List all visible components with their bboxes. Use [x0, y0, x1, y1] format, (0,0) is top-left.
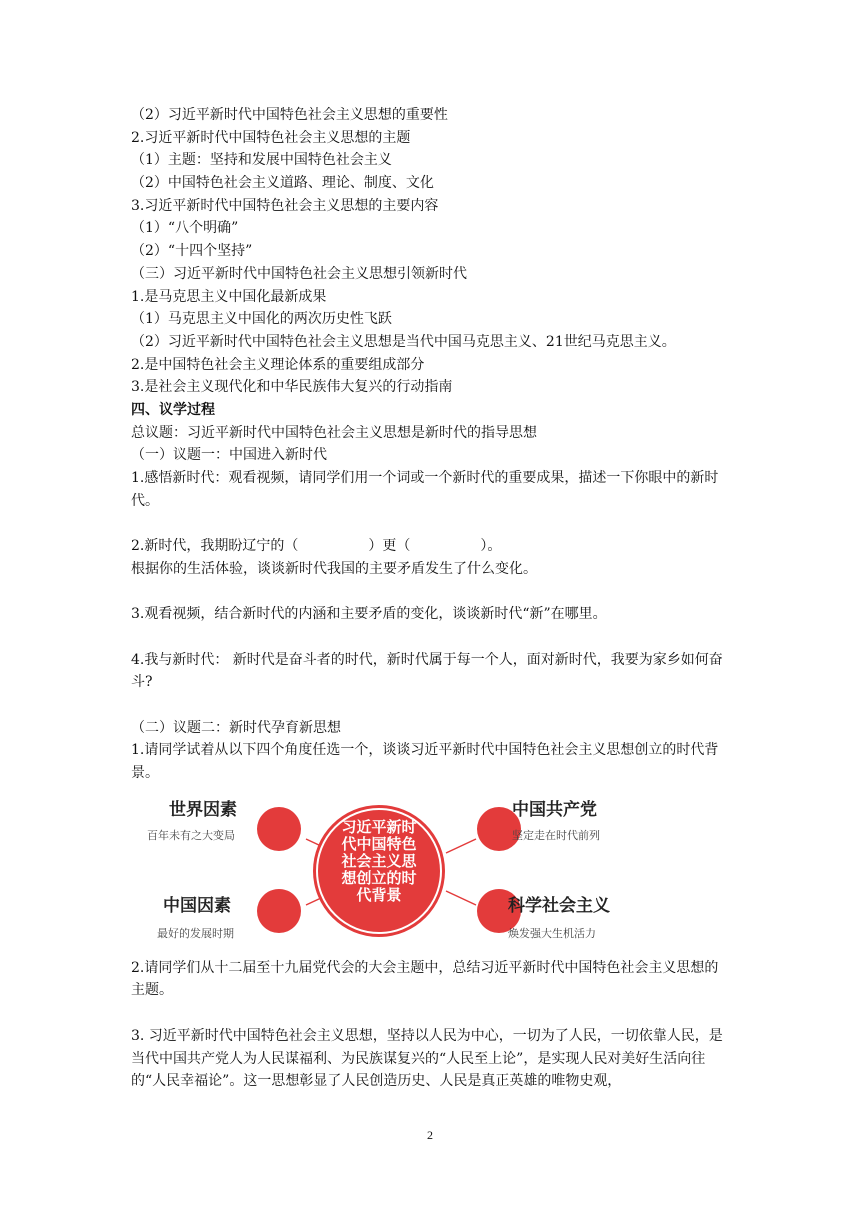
- question-text: 2.请同学们从十二届至十九届党代会的大会主题中，总结习近平新时代中国特色社会主义思想的主题。: [131, 959, 719, 999]
- node-subtitle: 焕发强大生机活力: [508, 926, 596, 940]
- outline-line: 3.习近平新时代中国特色社会主义思想的主要内容: [131, 197, 439, 214]
- section-heading: 四、议学过程: [131, 401, 215, 418]
- outline-line: （2）习近平新时代中国特色社会主义思想的重要性: [131, 107, 448, 123]
- fill-blank-question: 2.新时代，我期盼辽宁的（ ）更（ ）。: [131, 538, 502, 555]
- document-body: [131, 104, 731, 1093]
- outline-line: 1.是马克思主义中国化最新成果: [131, 288, 327, 305]
- outline-line: （2）习近平新时代中国特色社会主义思想是当代中国马克思主义、21世纪马克思主义。: [131, 333, 676, 350]
- outline-line: 2.是中国特色社会主义理论体系的重要组成部分: [131, 356, 425, 373]
- node-title: 中国因素: [163, 895, 231, 916]
- topic-heading: （二）议题二：新时代孕育新思想: [131, 719, 341, 736]
- outline-line: （2）“十四个坚持”: [131, 243, 253, 260]
- connector-line: [446, 839, 476, 853]
- question-text: 4.我与新时代： 新时代是奋斗者的时代，新时代属于每一个人，面对新时代，我要为家乡如何奋斗?: [131, 651, 723, 691]
- outline-line: （三）习近平新时代中国特色社会主义思想引领新时代: [131, 265, 467, 282]
- question-text: 1.感悟新时代：观看视频，请同学们用一个词或一个新时代的重要成果，描述一下你眼中的新时代。: [131, 470, 719, 509]
- outline-line: 3.是社会主义现代化和中华民族伟大复兴的行动指南: [131, 379, 453, 396]
- connector-line: [446, 891, 476, 905]
- outline-line: （1）马克思主义中国化的两次历史性飞跃: [131, 311, 392, 328]
- background-diagram: [131, 787, 731, 957]
- node-subtitle: 坚定走在时代前列: [512, 828, 600, 842]
- node-subtitle: 最好的发展时期: [157, 926, 234, 940]
- question-text: 根据你的生活体验，谈谈新时代我国的主要矛盾发生了什么变化。: [131, 560, 537, 577]
- node-title: 中国共产党: [512, 799, 597, 820]
- node-title: 科学社会主义: [508, 895, 610, 916]
- page-number: 2: [427, 1128, 433, 1142]
- node-title: 世界因素: [169, 799, 237, 820]
- node-circle: [257, 807, 301, 851]
- outline-line: （1）“八个明确”: [131, 220, 239, 237]
- topic-heading: （一）议题一：中国进入新时代: [131, 447, 327, 464]
- center-label: 习近平新时 代中国特色 社会主义思 想创立的时 代背景: [341, 817, 417, 904]
- main-topic: 总议题：习近平新时代中国特色社会主义思想是新时代的指导思想: [131, 424, 537, 441]
- node-circle: [257, 889, 301, 933]
- node-subtitle: 百年未有之大变局: [147, 828, 235, 842]
- question-text: 3.观看视频，结合新时代的内涵和主要矛盾的变化，谈谈新时代“新”在哪里。: [131, 606, 607, 623]
- question-text: 3. 习近平新时代中国特色社会主义思想，坚持以人民为中心，一切为了人民，一切依靠人民，是当代中国共产党人为人民谋福利、为民族谋复兴的“人民至上论”，是实现人民对美好生活向往的“人民幸福论”。这一思想彰显了人民创造历史、人民是真正英雄的唯物史观，: [131, 1027, 723, 1090]
- outline-line: （2）中国特色社会主义道路、理论、制度、文化: [131, 175, 434, 192]
- question-text: 1.请同学试着从以下四个角度任选一个，谈谈习近平新时代中国特色社会主义思想创立的时代背景。: [131, 742, 719, 782]
- outline-line: 2.习近平新时代中国特色社会主义思想的主题: [131, 129, 411, 146]
- outline-line: （1）主题：坚持和发展中国特色社会主义: [131, 152, 392, 169]
